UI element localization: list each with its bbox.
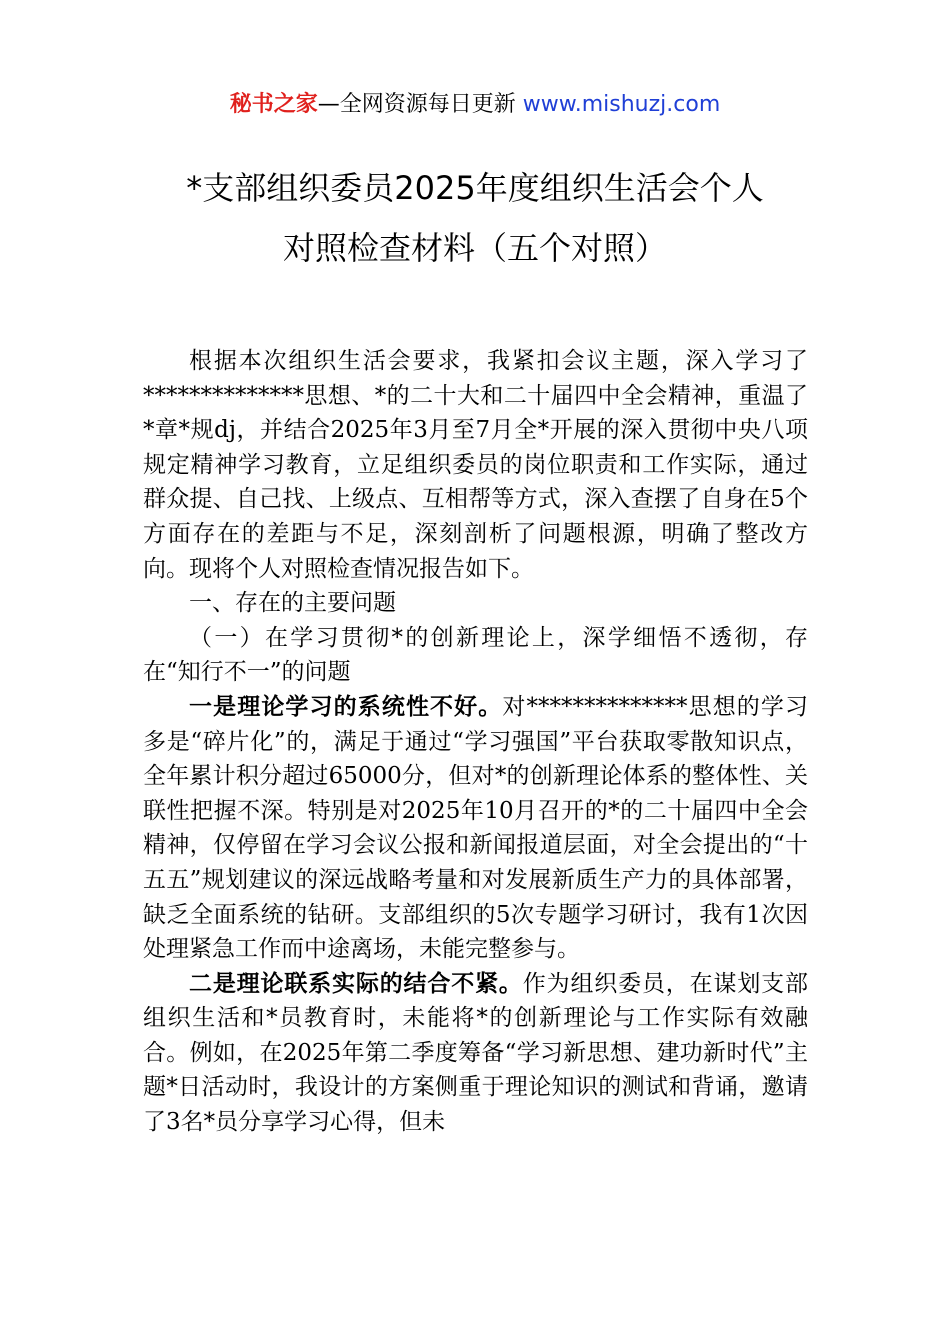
- point-2-text: 作为组织委员，在谋划支部组织生活和*员教育时，未能将*的创新理论与工作实际有效融合。例如，在2025年第二季度筹备“学习新思想、建功新时代”主题*日活动时，我设计的方案侧重于理论知识的测试和背诵，邀请了3名*员分享学习心得，但未: [143, 970, 809, 1136]
- site-url-link[interactable]: www.mishuzj.com: [522, 92, 721, 117]
- point-paragraph-1: [143, 690, 808, 967]
- site-tagline: —全网资源每日更新: [317, 92, 523, 117]
- site-header: [0, 88, 950, 122]
- section-heading-problems: 一、存在的主要问题: [189, 590, 396, 617]
- point-1-lead: 一是理论学习的系统性不好。: [189, 693, 503, 720]
- document-title-line-2: 对照检查材料（五个对照）: [282, 229, 667, 267]
- point-1-text: 对**************思想的学习多是“碎片化”的，满足于通过“学习强国”平台获取零散知识点，全年累计积分超过65000分，但对*的创新理论体系的整体性、关联性把握不深。特别是对2025年10月召开的*的二十届四中全会精神，仅停留在学习会议公报和新闻报道层面，对全会提出的“十五五”规划建议的深远战略考量和对发展新质生产力的具体部署，缺乏全面系统的钻研。支部组织的5次专题学习研讨，我有1次因处理紧急工作而中途离场，未能完整参与。: [143, 693, 809, 963]
- intro-paragraph: 根据本次组织生活会要求，我紧扣会议主题，深入学习了**************思想、*的二十大和二十届四中全会精神，重温了*章*规dj，并结合2025年3月至7月全*开展的深入贯彻中央八项规定精神学习教育，立足组织委员的岗位职责和工作实际，通过群众提、自己找、上级点、互相帮等方式，深入查摆了自身在5个方面存在的差距与不足，深刻剖析了问题根源，明确了整改方向。现将个人对照检查情况报告如下。: [143, 348, 808, 582]
- document-body: [143, 344, 808, 1140]
- document-title: [120, 158, 830, 278]
- site-brand: 秘书之家: [229, 92, 318, 117]
- document-title-line-1: *支部组织委员2025年度组织生活会个人: [186, 169, 764, 207]
- point-paragraph-2: [143, 967, 808, 1140]
- point-2-lead: 二是理论联系实际的结合不紧。: [189, 970, 523, 997]
- subsection-heading-theory: （一）在学习贯彻*的创新理论上，深学细悟不透彻，存在“知行不一”的问题: [143, 624, 808, 686]
